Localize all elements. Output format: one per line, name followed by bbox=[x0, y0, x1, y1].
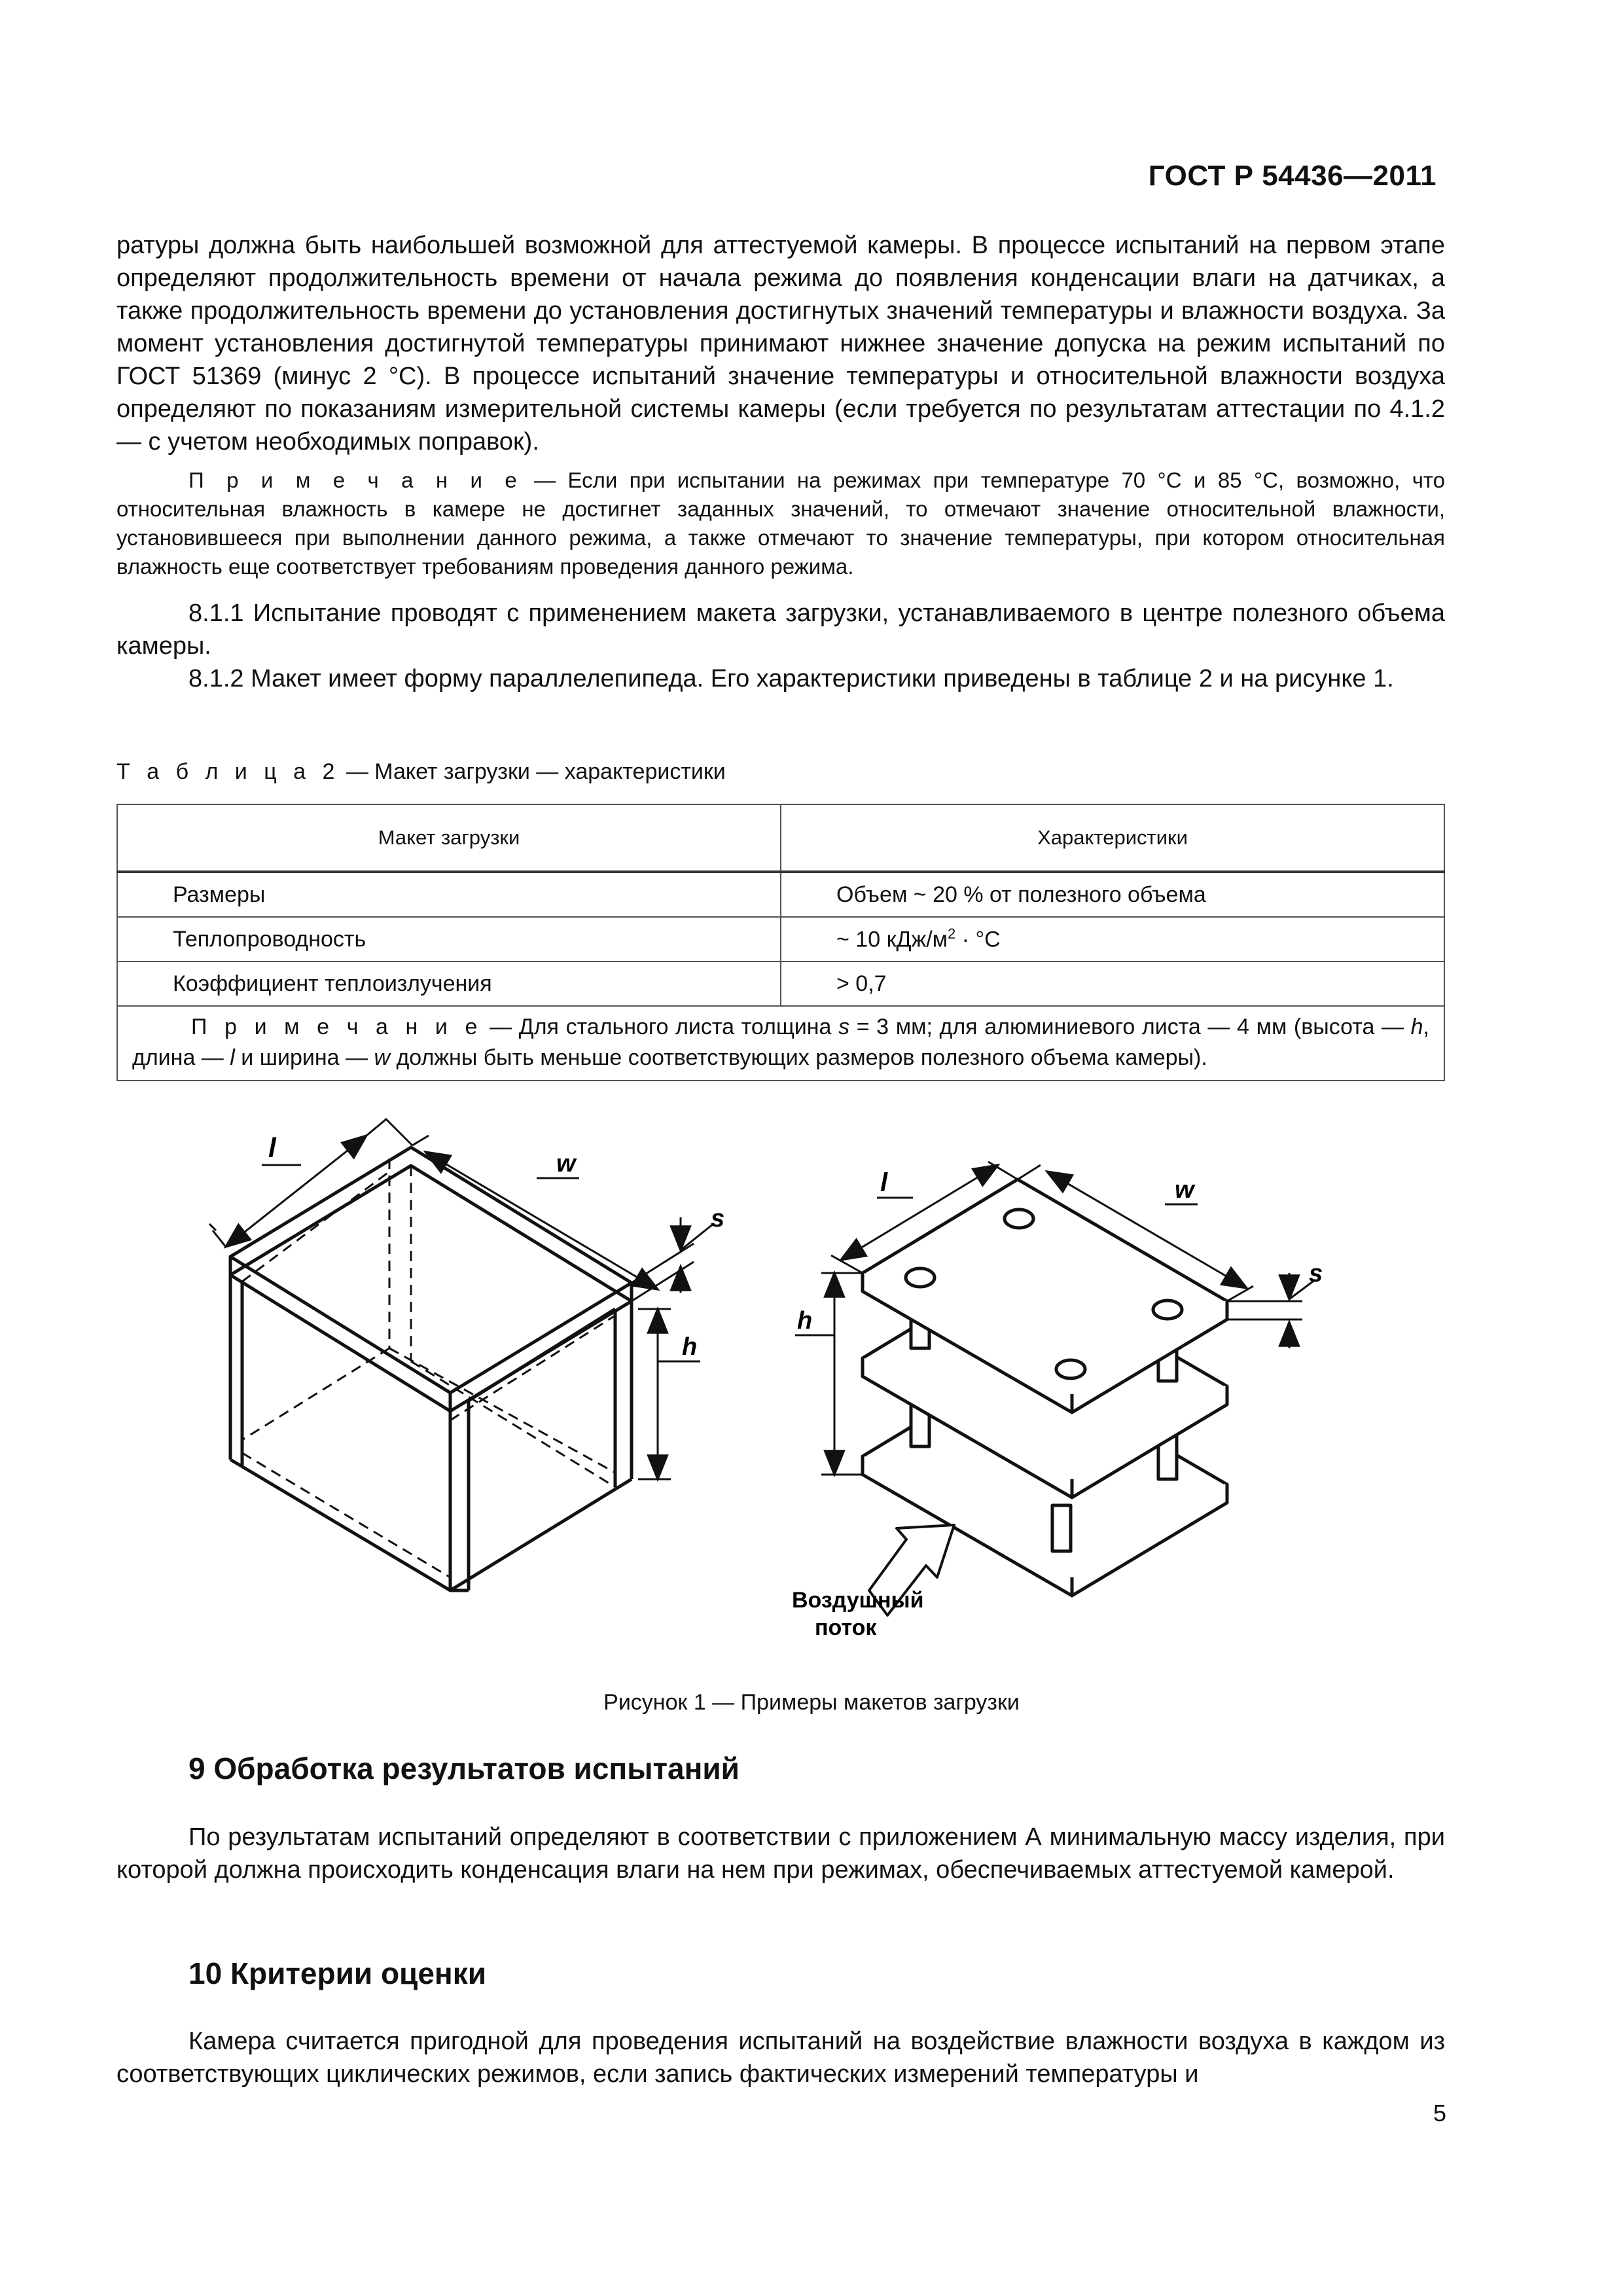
section-10-text: Камера считается пригодной для проведения испытаний на воздействие влажности воздуха в каждом из соответствующих циклических режимов, если запись фактических измерений температуры и bbox=[116, 2028, 1445, 2088]
table-header-row bbox=[117, 804, 1444, 872]
clause-8-1-2: 8.1.2 Макет имеет форму параллелепипеда. Его характеристики приведены в таблице 2 и на рисунке 1. bbox=[188, 665, 1394, 692]
table-note: П р и м е ч а н и е — Для стального листа толщина s = 3 мм; для алюминиевого листа — 4 мм (высота — h, длина — l и ширина — w должны быть меньше соответствующих размеров полезного объема камеры). bbox=[117, 1006, 1444, 1081]
label-s-right: s bbox=[1309, 1260, 1323, 1287]
dimension-lines-left bbox=[209, 1119, 713, 1479]
page-number: 5 bbox=[1433, 2100, 1446, 2126]
section-9-text: По результатам испытаний определяют в соответствии с приложением А минимальную массу изделия, при которой должна происходить конденсация влаги на нем при режимах, обеспечиваемых аттестуемой камерой. bbox=[116, 1823, 1445, 1884]
label-l-right: l bbox=[880, 1168, 888, 1197]
row-value: Объем ~ 20 % от полезного объема bbox=[781, 872, 1444, 917]
row-name: Теплопроводность bbox=[117, 917, 781, 961]
table-row bbox=[117, 961, 1444, 1006]
intro-note bbox=[116, 466, 1445, 581]
hidden-edges bbox=[242, 1158, 615, 1577]
airflow-label-line1: Воздушный bbox=[792, 1588, 924, 1613]
clauses bbox=[116, 597, 1445, 695]
table-row bbox=[117, 917, 1444, 961]
label-w-left: w bbox=[556, 1150, 576, 1177]
document-header: ГОСТ Р 54436—2011 bbox=[1148, 160, 1436, 192]
table-header-cell: Макет загрузки bbox=[117, 804, 781, 872]
table-row bbox=[117, 872, 1444, 917]
label-w-right: w bbox=[1175, 1176, 1194, 1204]
label-h-left: h bbox=[682, 1333, 698, 1361]
intro-paragraph: ратуры должна быть наибольшей возможной для аттестуемой камеры. В процессе испытаний на первом этапе определяют продолжительность времени от начала режима до появления конденсации влаги на датчиках, а также продолжительность времени до установления достигнутых значений температуры и влажности воздуха. За момент установления достигнутой температуры принимают нижнее значение допуска на режим испытаний по ГОСТ 51369 (минус 2 °С). В процессе испытаний значение температуры и относительной влажности воздуха определяют по показаниям измерительной системы камеры (если требуется по результатам аттестации по 4.1.2 — с учетом необходимых поправок). bbox=[116, 232, 1445, 456]
section-9-heading: 9 Обработка результатов испытаний bbox=[188, 1751, 740, 1785]
row-name: Размеры bbox=[117, 872, 781, 917]
figure-load-models bbox=[0, 1106, 1623, 1695]
table-header-cell: Характеристики bbox=[781, 804, 1444, 872]
hollow-box-drawing bbox=[230, 1147, 632, 1590]
table-caption: Т а б л и ц а 2 — Макет загрузки — характеристики bbox=[116, 759, 726, 784]
row-name: Коэффициент теплоизлучения bbox=[117, 961, 781, 1006]
label-l-left: l bbox=[268, 1132, 276, 1163]
label-s-left: s bbox=[711, 1205, 725, 1232]
row-value: > 0,7 bbox=[781, 961, 1444, 1006]
clause-8-1-1: 8.1.1 Испытание проводят с применением макета загрузки, устанавливаемого в центре полезного объема камеры. bbox=[116, 600, 1445, 660]
figure-caption: Рисунок 1 — Примеры макетов загрузки bbox=[603, 1690, 1020, 1715]
section-10-heading: 10 Критерии оценки bbox=[188, 1956, 486, 1990]
note-text: — Если при испытании на режимах при температуре 70 °С и 85 °С, возможно, что относительная влажность в камере не достигнет заданных значений, то отмечают значение относительной влажности, установившееся при выполнении данного режима, а также отмечают то значение температуры, при котором относительная влажность еще соответствует требованиям проведения данного режима. bbox=[116, 468, 1445, 579]
characteristics-table bbox=[116, 804, 1445, 1081]
row-value: ~ 10 кДж/$м^2 \cdot ^\circ С$ bbox=[781, 917, 1444, 961]
note-label: П р и м е ч а н и е bbox=[188, 468, 522, 492]
table-note-row bbox=[117, 1006, 1444, 1081]
label-h-right: h bbox=[797, 1307, 813, 1335]
airflow-label-line2: поток bbox=[815, 1615, 877, 1640]
